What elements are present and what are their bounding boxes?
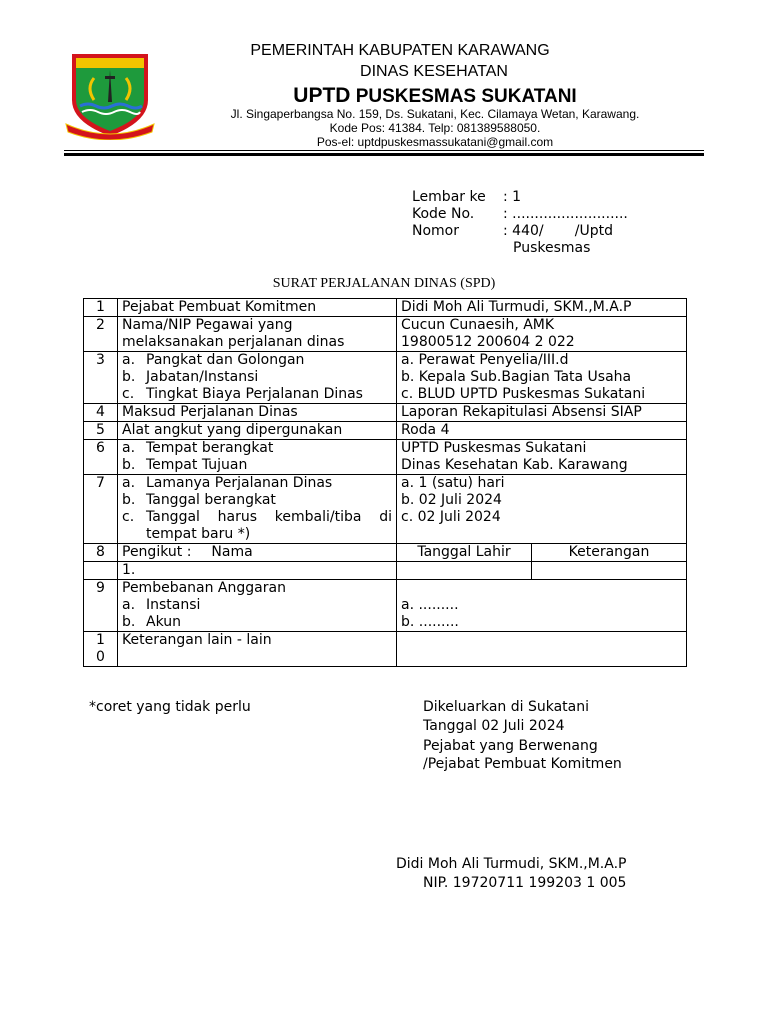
item-text: Pembebanan Anggaran bbox=[122, 580, 286, 596]
value-b: b. ......... bbox=[401, 614, 459, 630]
list-item bbox=[122, 457, 392, 474]
spd-table bbox=[83, 298, 687, 667]
organization-name bbox=[250, 84, 620, 108]
marker: a. bbox=[122, 440, 136, 456]
row-label bbox=[118, 544, 397, 562]
row-number: 7 bbox=[84, 475, 118, 544]
row-number: 1 bbox=[84, 299, 118, 317]
row-label: Maksud Perjalanan Dinas bbox=[118, 404, 397, 422]
org-name-rest: PUSKESMAS SUKATANI bbox=[350, 86, 577, 107]
row-label bbox=[118, 580, 397, 632]
pengikut-item: 1. bbox=[118, 562, 397, 580]
list-item bbox=[122, 597, 392, 614]
row-number-digit: 1 bbox=[96, 632, 105, 648]
kode-value: : .......................... bbox=[503, 206, 628, 222]
table-row bbox=[84, 632, 687, 667]
nomor-label: Nomor bbox=[412, 223, 459, 239]
list-item bbox=[122, 386, 392, 403]
marker: c. bbox=[122, 509, 135, 525]
signatory-name: Didi Moh Ali Turmudi, SKM.,M.A.P bbox=[396, 856, 627, 872]
value-a: UPTD Puskesmas Sukatani bbox=[401, 440, 587, 456]
footnote: *coret yang tidak perlu bbox=[89, 699, 251, 715]
list-item bbox=[122, 475, 392, 492]
table-row bbox=[84, 580, 687, 632]
table-row bbox=[84, 475, 687, 544]
list-item bbox=[122, 492, 392, 509]
row-number: 6 bbox=[84, 440, 118, 475]
row-label: Alat angkut yang dipergunakan bbox=[118, 422, 397, 440]
marker: b. bbox=[122, 369, 136, 385]
tanggal-lahir-header: Tanggal Lahir bbox=[397, 544, 532, 562]
marker: a. bbox=[122, 352, 136, 368]
value-a: a. Perawat Penyelia/III.d bbox=[401, 352, 569, 368]
employee-nip: 19800512 200604 2 022 bbox=[401, 334, 575, 350]
row-number: 2 bbox=[84, 317, 118, 352]
row-value bbox=[397, 580, 687, 632]
department-line: DINAS KESEHATAN bbox=[360, 63, 508, 80]
row-number-digit: 0 bbox=[96, 649, 105, 665]
row-value bbox=[397, 440, 687, 475]
table-row bbox=[84, 544, 687, 562]
row-label bbox=[118, 352, 397, 404]
issued-place: Dikeluarkan di Sukatani bbox=[423, 699, 590, 715]
list-item bbox=[122, 369, 392, 386]
employee-name: Cucun Cunaesih, AMK bbox=[401, 317, 555, 333]
item-text: Tempat Tujuan bbox=[146, 457, 248, 473]
value-b: Dinas Kesehatan Kab. Karawang bbox=[401, 457, 628, 473]
lembar-value: : 1 bbox=[503, 189, 522, 205]
table-row bbox=[84, 562, 687, 580]
kode-label: Kode No. bbox=[412, 206, 475, 222]
org-name-bold: UPTD bbox=[293, 84, 351, 107]
nama-header: Nama bbox=[211, 544, 253, 560]
list-item bbox=[122, 352, 392, 369]
marker: b. bbox=[122, 457, 136, 473]
value-b: b. 02 Juli 2024 bbox=[401, 492, 502, 508]
item-text: Tanggal harus kembali/tiba di tempat baru *) bbox=[146, 509, 392, 542]
document-title: SURAT PERJALANAN DINAS (SPD) bbox=[272, 276, 496, 291]
authority-role: Pejabat yang Berwenang bbox=[423, 738, 598, 754]
item-text: Tingkat Biaya Perjalanan Dinas bbox=[146, 386, 363, 402]
table-row bbox=[84, 404, 687, 422]
value-b: b. Kepala Sub.Bagian Tata Usaha bbox=[401, 369, 632, 385]
row-label: Keterangan lain - lain bbox=[118, 632, 397, 667]
row-number: 3 bbox=[84, 352, 118, 404]
row-number bbox=[84, 632, 118, 667]
row-label: Nama/NIP Pegawai yang melaksanakan perjalanan dinas bbox=[118, 317, 397, 352]
list-item bbox=[122, 509, 392, 543]
marker: a. bbox=[122, 475, 136, 491]
signatory-nip: NIP. 19720711 199203 1 005 bbox=[423, 875, 627, 891]
letterhead-rule-thin bbox=[64, 150, 704, 151]
table-row bbox=[84, 440, 687, 475]
item-text: Pangkat dan Golongan bbox=[146, 352, 305, 368]
keterangan-header: Keterangan bbox=[532, 544, 687, 562]
keterangan-cell bbox=[532, 562, 687, 580]
row-number: 4 bbox=[84, 404, 118, 422]
row-number: 8 bbox=[84, 544, 118, 562]
item-text: Tanggal berangkat bbox=[146, 492, 276, 508]
value-a: a. ......... bbox=[401, 597, 459, 613]
row-value bbox=[397, 352, 687, 404]
list-item bbox=[122, 440, 392, 457]
lembar-label: Lembar ke bbox=[412, 189, 486, 205]
address-line: Jl. Singaperbangsa No. 159, Ds. Sukatani, Kec. Cilamaya Wetan, Karawang. bbox=[230, 107, 640, 121]
table-row bbox=[84, 422, 687, 440]
item-text: Jabatan/Instansi bbox=[146, 369, 259, 385]
contact-line: Kode Pos: 41384. Telp: 081389588050. bbox=[329, 121, 541, 135]
row-number: 5 bbox=[84, 422, 118, 440]
row-value: Roda 4 bbox=[397, 422, 687, 440]
row-value bbox=[397, 475, 687, 544]
letterhead-rule-thick bbox=[64, 153, 704, 156]
row-value bbox=[397, 632, 687, 667]
row-label bbox=[118, 440, 397, 475]
nomor-value-cont: Puskesmas bbox=[513, 240, 591, 256]
item-text: Tempat berangkat bbox=[146, 440, 274, 456]
value-c: c. 02 Juli 2024 bbox=[401, 509, 501, 525]
row-number: 9 bbox=[84, 580, 118, 632]
value-a: a. 1 (satu) hari bbox=[401, 475, 505, 491]
issued-date: Tanggal 02 Juli 2024 bbox=[423, 718, 565, 734]
item-text: Lamanya Perjalanan Dinas bbox=[146, 475, 333, 491]
row-value: Didi Moh Ali Turmudi, SKM.,M.A.P bbox=[397, 299, 687, 317]
row-number bbox=[84, 562, 118, 580]
row-label: Pejabat Pembuat Komitmen bbox=[118, 299, 397, 317]
row-label bbox=[118, 475, 397, 544]
email-line: Pos-el: uptdpuskesmassukatani@gmail.com bbox=[316, 135, 554, 149]
table-row bbox=[84, 317, 687, 352]
pengikut-label: Pengikut : bbox=[122, 544, 192, 560]
nomor-value: : 440/ /Uptd bbox=[503, 223, 613, 239]
item-text: Instansi bbox=[146, 597, 201, 613]
row-value: Laporan Rekapitulasi Absensi SIAP bbox=[397, 404, 687, 422]
tanggal-lahir-cell bbox=[397, 562, 532, 580]
government-line: PEMERINTAH KABUPATEN KARAWANG bbox=[250, 42, 550, 59]
list-item bbox=[122, 614, 392, 631]
marker: a. bbox=[122, 597, 136, 613]
kabupaten-karawang-logo bbox=[64, 48, 156, 140]
marker: c. bbox=[122, 386, 135, 402]
item-text: Akun bbox=[146, 614, 181, 630]
value-c: c. BLUD UPTD Puskesmas Sukatani bbox=[401, 386, 646, 402]
row-value bbox=[397, 317, 687, 352]
marker: b. bbox=[122, 492, 136, 508]
table-row bbox=[84, 299, 687, 317]
marker: b. bbox=[122, 614, 136, 630]
table-row bbox=[84, 352, 687, 404]
authority-role-2: /Pejabat Pembuat Komitmen bbox=[423, 756, 622, 772]
